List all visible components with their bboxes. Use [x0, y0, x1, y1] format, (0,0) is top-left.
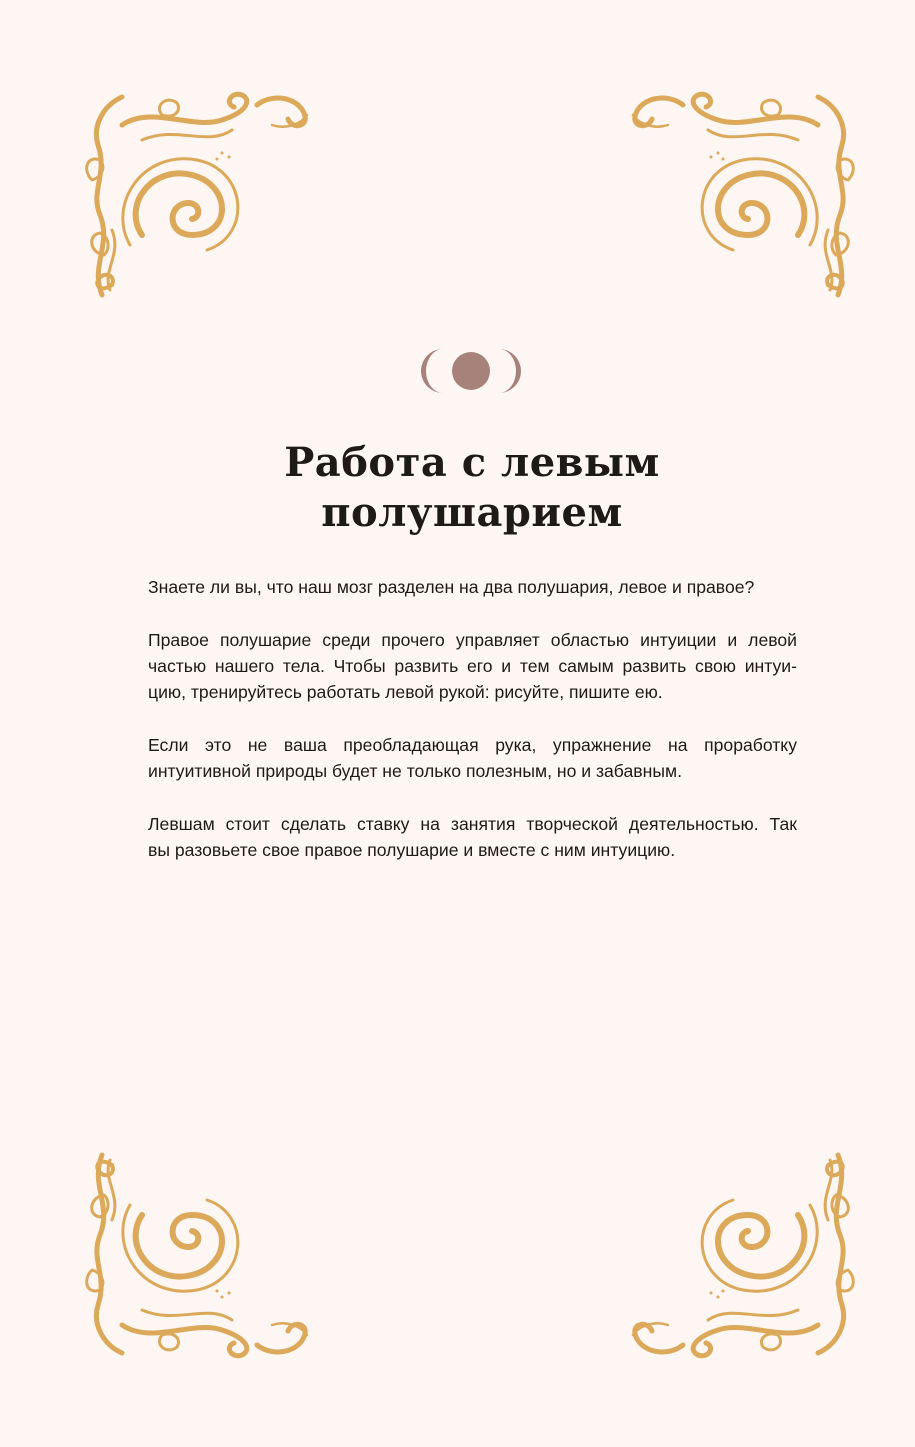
baroque-flourish-icon: [82, 1150, 312, 1365]
text-line: интуитивной природы будет не только полезным, но и забавным.: [148, 761, 682, 781]
paragraph: [148, 627, 797, 705]
text-line: Знаете ли вы, что наш мозг разделен на два полушария, левое и правое?: [148, 577, 755, 597]
baroque-flourish-icon: [82, 85, 312, 300]
page-title-line: Работа с левым: [284, 439, 660, 486]
corner-ornament-bottom-left: [82, 1150, 312, 1365]
page-title: [148, 438, 796, 538]
text-line: Левшам стоит сделать ставку на занятия творческой деятельностью. Так: [148, 814, 797, 834]
triple-moon-icon: [421, 348, 521, 394]
text-line: цию, тренируйтесь работать левой рукой: рисуйте, пишите ею.: [148, 682, 663, 702]
baroque-flourish-icon: [628, 85, 858, 300]
paragraph: [148, 732, 797, 784]
paragraph: [148, 574, 797, 600]
triple-moon-symbol: [421, 348, 521, 394]
text-line: вы разовьете свое правое полушарие и вместе с ним интуицию.: [148, 840, 676, 860]
corner-ornament-top-right: [628, 85, 858, 300]
baroque-flourish-icon: [628, 1150, 858, 1365]
text-line: Правое полушарие среди прочего управляет областью интуиции и левой: [148, 630, 797, 650]
text-line: частью нашего тела. Чтобы развить его и тем самым развить свою интуи-: [148, 656, 797, 676]
text-line: Если это не ваша преобладающая рука, упражнение на проработку: [148, 735, 797, 755]
article-body: [148, 574, 797, 890]
corner-ornament-top-left: [82, 85, 312, 300]
page-title-line: полушарием: [321, 489, 623, 536]
corner-ornament-bottom-right: [628, 1150, 858, 1365]
paragraph: [148, 811, 797, 863]
